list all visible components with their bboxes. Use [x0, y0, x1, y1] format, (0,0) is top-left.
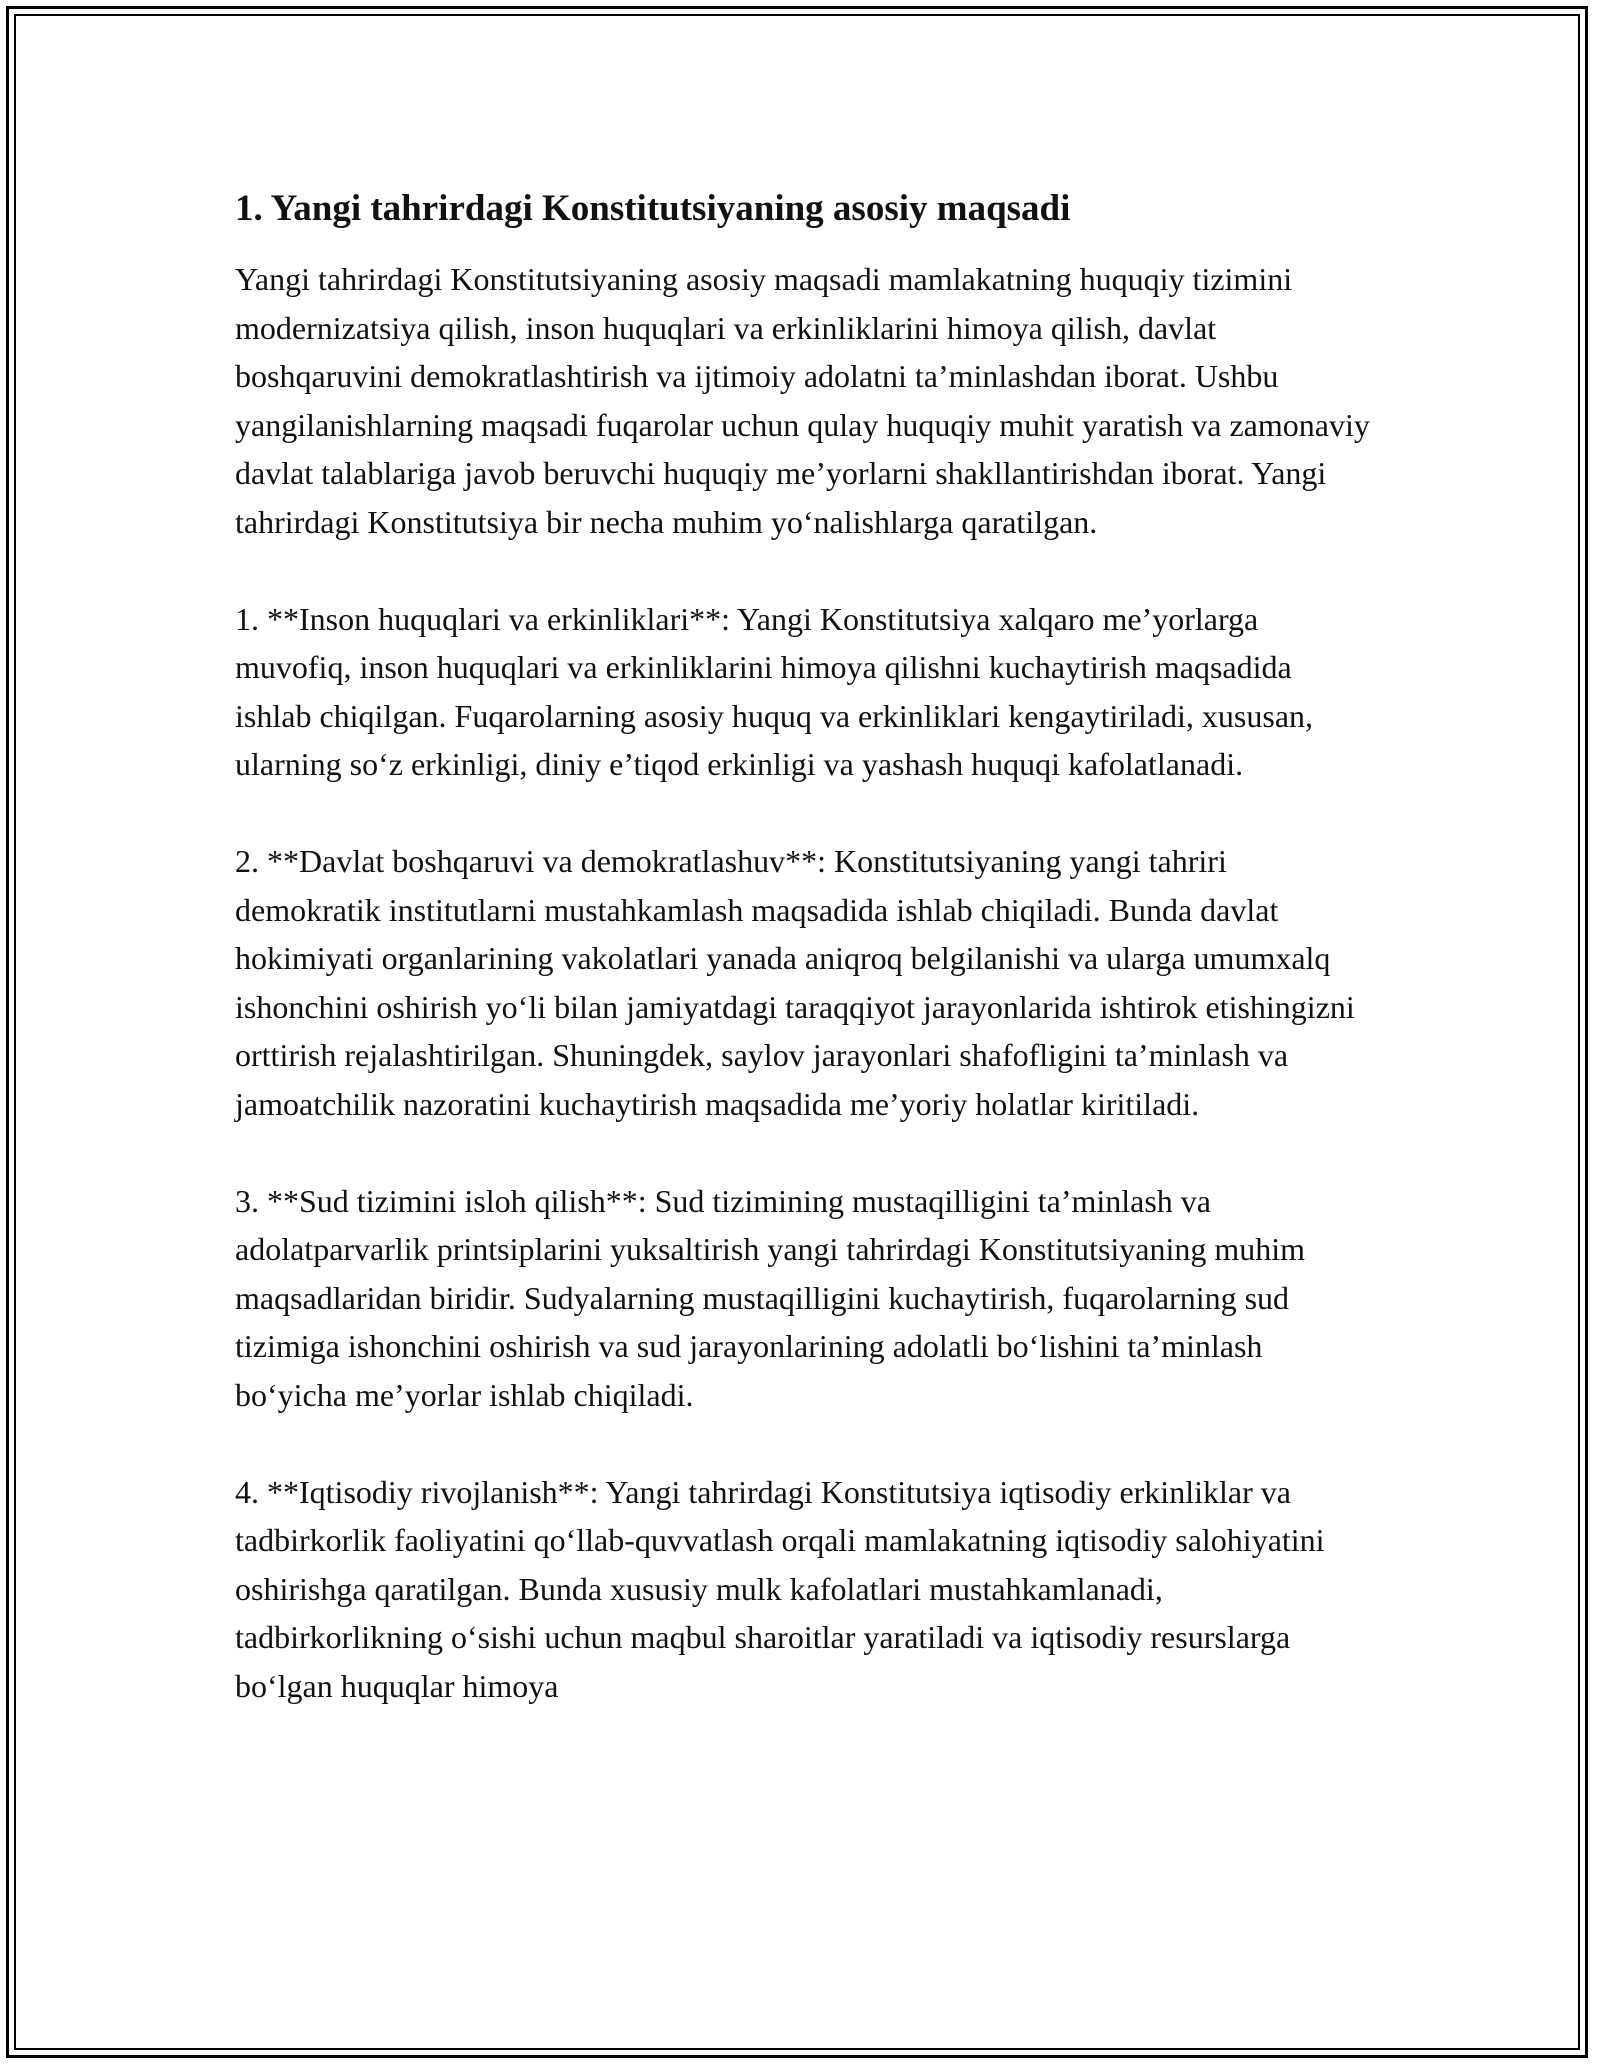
- document-body: [235, 185, 1375, 1759]
- list-item-human-rights: 1. **Inson huquqlari va erkinliklari**: Yangi Konstitutsiya xalqaro me’yorlarga muvofiq, inson huquqlari va erkinliklarini himoya qilishni kuchaytirish maqsadida ishlab chiqilgan. Fuqarolarning asosiy huquq va erkinliklari kengaytiriladi, xususan, ularning so‘z erkinligi, diniy e’tiqod erkinligi va yashash huquqi kafolatlanadi.: [235, 600, 1314, 782]
- list-item-judicial-reform: 3. **Sud tizimini isloh qilish**: Sud tizimining mustaqilligini ta’minlash va adolatparvarlik printsiplarini yuksaltirish yangi tahrirdagi Konstitutsiyaning muhim maqsadlaridan biridir. Sudyalarning mustaqilligini kuchaytirish, fuqarolarning sud tizimiga ishonchini oshirish va sud jarayonlarining adolatli bo‘lishini ta’minlash bo‘yicha me’yorlar ishlab chiqiladi.: [235, 1182, 1306, 1413]
- list-item-economic-development: 4. **Iqtisodiy rivojlanish**: Yangi tahrirdagi Konstitutsiya iqtisodiy erkinliklar va tadbirkorlik faoliyatini qo‘llab-quvvatlash orqali mamlakatning iqtisodiy salohiyatini oshirishga qaratilgan. Bunda xususiy mulk kafolatlari mustahkamlanadi, tadbirkorlikning o‘sishi uchun maqbul sharoitlar yaratiladi va iqtisodiy resurslarga bo‘lgan huquqlar himoya: [235, 1473, 1325, 1704]
- intro-paragraph: Yangi tahrirdagi Konstitutsiyaning asosiy maqsadi mamlakatning huquqiy tizimini modernizatsiya qilish, inson huquqlari va erkinliklarini himoya qilish, davlat boshqaruvini demokratlashtirish va ijtimoiy adolatni ta’minlashdan iborat. Ushbu yangilanishlarning maqsadi fuqarolar uchun qulay huquqiy muhit yaratish va zamonaviy davlat talablariga javob beruvchi huquqiy me’yorlarni shakllantirishdan iborat. Yangi tahrirdagi Konstitutsiya bir necha muhim yo‘nalishlarga qaratilgan.: [235, 261, 1370, 540]
- section-heading: 1. Yangi tahrirdagi Konstitutsiyaning asosiy maqsadi: [235, 188, 1071, 229]
- list-item-governance: 2. **Davlat boshqaruvi va demokratlashuv**: Konstitutsiyaning yangi tahriri demokratik institutlarni mustahkamlash maqsadida ishlab chiqiladi. Bunda davlat hokimiyati organlarining vakolatlari yanada aniqroq belgilanishi va ularga umumxalq ishonchini oshirish yo‘li bilan jamiyatdagi taraqqiyot jarayonlarida ishtirok etishingizni orttirish rejalashtirilgan. Shuningdek, saylov jarayonlari shafofligini ta’minlash va jamoatchilik nazoratini kuchaytirish maqsadida me’yoriy holatlar kiritiladi.: [235, 843, 1355, 1122]
